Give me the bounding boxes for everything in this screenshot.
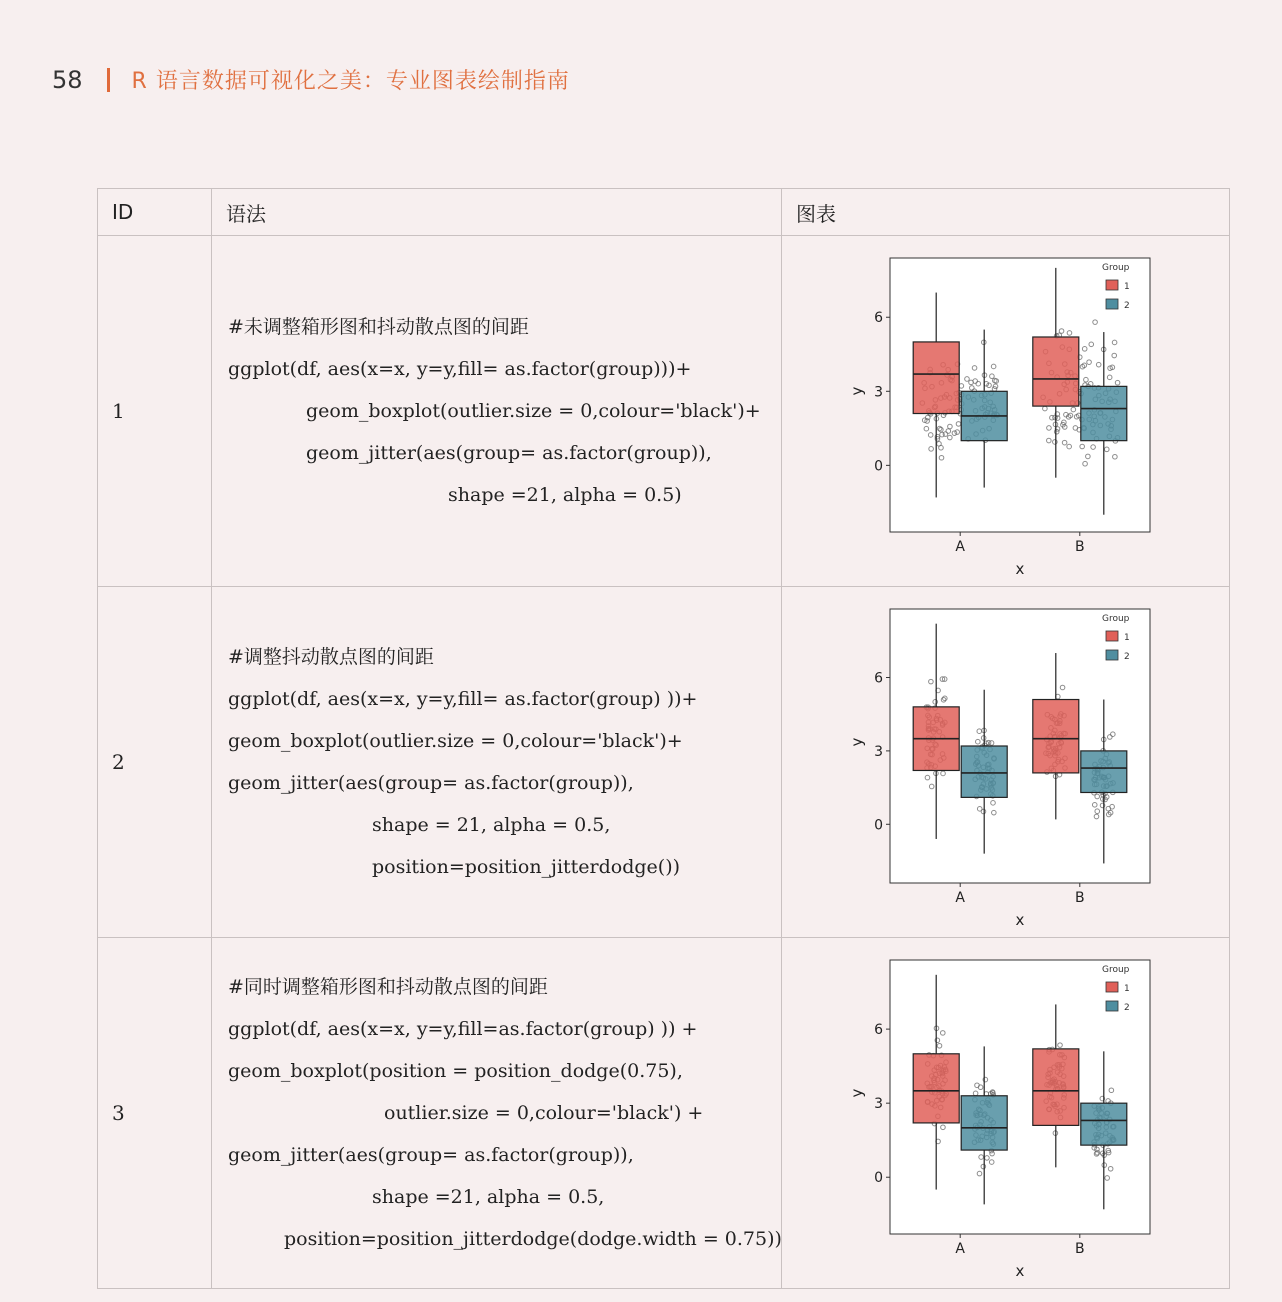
syntax-table bbox=[97, 188, 1230, 1289]
legend-label-1: 1 bbox=[1124, 984, 1130, 994]
x-tick-label: A bbox=[955, 1241, 965, 1257]
code-block bbox=[212, 236, 782, 587]
page-header bbox=[52, 64, 570, 95]
chart-cell bbox=[782, 236, 1230, 587]
y-tick-label: 6 bbox=[874, 670, 883, 687]
x-axis-title: x bbox=[1015, 1262, 1025, 1280]
x-tick-label: B bbox=[1074, 539, 1085, 555]
code-line: ggplot(df, aes(x=x, y=y,fill= as.factor(group)))+ bbox=[228, 358, 692, 380]
legend-label-2: 2 bbox=[1124, 1003, 1130, 1013]
table-row bbox=[98, 236, 1230, 587]
code-line: geom_boxplot(position = position_dodge(0.75), bbox=[228, 1060, 683, 1082]
code-comment: #调整抖动散点图的间距 bbox=[228, 646, 434, 668]
code-line: geom_boxplot(outlier.size = 0,colour='black')+ bbox=[228, 730, 683, 752]
box-2-B bbox=[1081, 1103, 1127, 1145]
legend-label-2: 2 bbox=[1124, 301, 1130, 311]
legend-title: Group bbox=[1102, 263, 1130, 273]
box-1-B bbox=[1033, 1049, 1079, 1126]
y-tick-label: 0 bbox=[874, 458, 883, 475]
header-divider bbox=[107, 68, 110, 92]
box-1-B bbox=[1033, 700, 1079, 773]
legend-key-2 bbox=[1106, 299, 1118, 309]
page-number: 58 bbox=[52, 65, 83, 94]
book-title: R 语言数据可视化之美：专业图表绘制指南 bbox=[131, 69, 570, 94]
legend-title: Group bbox=[1102, 965, 1130, 975]
box-1-A bbox=[913, 342, 959, 414]
x-tick-label: B bbox=[1074, 890, 1085, 906]
chart-cell bbox=[782, 938, 1230, 1289]
table-row bbox=[98, 587, 1230, 938]
code-line: shape =21, alpha = 0.5) bbox=[448, 484, 682, 506]
boxplot-chart bbox=[782, 236, 1228, 582]
x-tick-label: B bbox=[1074, 1241, 1085, 1257]
row-id: 1 bbox=[98, 236, 212, 587]
box-1-B bbox=[1033, 337, 1079, 406]
code-line: shape = 21, alpha = 0.5, bbox=[372, 814, 611, 836]
code-block bbox=[212, 938, 782, 1289]
y-tick-label: 3 bbox=[874, 743, 883, 760]
y-tick-label: 3 bbox=[874, 1096, 883, 1113]
y-axis-title: y bbox=[848, 737, 866, 747]
box-2-B bbox=[1081, 751, 1127, 793]
y-tick-label: 6 bbox=[874, 1022, 883, 1039]
chart-cell bbox=[782, 587, 1230, 938]
code-line: position=position_jitterdodge()) bbox=[372, 856, 681, 878]
x-axis-title: x bbox=[1015, 911, 1025, 929]
boxplot-chart bbox=[782, 587, 1228, 933]
code-line: geom_jitter(aes(group= as.factor(group)), bbox=[228, 1144, 634, 1166]
legend-title: Group bbox=[1102, 614, 1130, 624]
code-line: ggplot(df, aes(x=x, y=y,fill=as.factor(group) )) + bbox=[228, 1018, 698, 1040]
code-comment: #未调整箱形图和抖动散点图的间距 bbox=[228, 316, 529, 338]
code-line: geom_jitter(aes(group= as.factor(group)), bbox=[228, 772, 634, 794]
boxplot-chart bbox=[782, 938, 1228, 1284]
legend-key-1 bbox=[1106, 280, 1118, 290]
box-2-A bbox=[961, 1096, 1007, 1150]
legend-key-2 bbox=[1106, 1001, 1118, 1011]
legend-key-1 bbox=[1106, 982, 1118, 992]
code-line: geom_boxplot(outlier.size = 0,colour='black')+ bbox=[306, 400, 761, 422]
code-line: outlier.size = 0,colour='black') + bbox=[384, 1102, 704, 1124]
y-axis-title: y bbox=[848, 386, 866, 396]
x-axis-title: x bbox=[1015, 560, 1025, 578]
legend-label-2: 2 bbox=[1124, 652, 1130, 662]
y-axis-title: y bbox=[848, 1088, 866, 1098]
column-header-id: ID bbox=[98, 189, 212, 236]
legend-label-1: 1 bbox=[1124, 633, 1130, 643]
box-2-B bbox=[1081, 386, 1127, 440]
y-tick-label: 6 bbox=[874, 310, 883, 327]
x-tick-label: A bbox=[955, 539, 965, 555]
code-comment: #同时调整箱形图和抖动散点图的间距 bbox=[228, 976, 548, 998]
code-line: shape =21, alpha = 0.5, bbox=[372, 1186, 605, 1208]
legend-label-1: 1 bbox=[1124, 282, 1130, 292]
row-id: 3 bbox=[98, 938, 212, 1289]
legend-key-2 bbox=[1106, 650, 1118, 660]
column-header-chart: 图表 bbox=[782, 189, 1230, 236]
code-line: ggplot(df, aes(x=x, y=y,fill= as.factor(group) ))+ bbox=[228, 688, 698, 710]
code-line: position=position_jitterdodge(dodge.width = 0.75)) bbox=[284, 1228, 782, 1250]
column-header-syntax: 语法 bbox=[212, 189, 782, 236]
table-row bbox=[98, 938, 1230, 1289]
box-2-A bbox=[961, 746, 1007, 797]
y-tick-label: 0 bbox=[874, 817, 883, 834]
x-tick-label: A bbox=[955, 890, 965, 906]
y-tick-label: 3 bbox=[874, 384, 883, 401]
table-header-row bbox=[98, 189, 1230, 236]
code-line: geom_jitter(aes(group= as.factor(group)), bbox=[306, 442, 712, 464]
code-block bbox=[212, 587, 782, 938]
box-1-A bbox=[913, 1054, 959, 1123]
y-tick-label: 0 bbox=[874, 1170, 883, 1187]
legend-key-1 bbox=[1106, 631, 1118, 641]
row-id: 2 bbox=[98, 587, 212, 938]
